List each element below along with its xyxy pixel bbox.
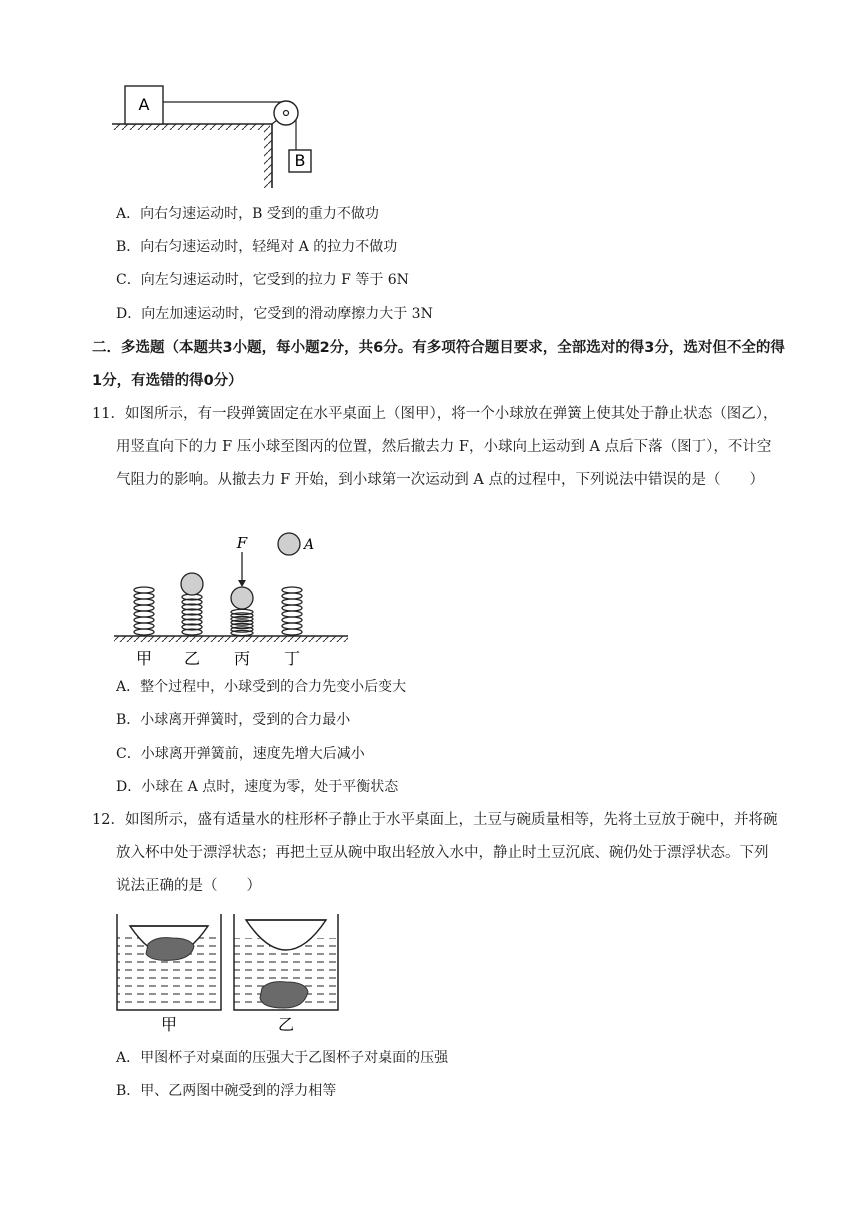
question-12-text — [92, 804, 782, 903]
potato-yi — [260, 982, 308, 1008]
label-bing: 丙 — [233, 649, 251, 668]
block-b-label: B — [294, 151, 306, 170]
label-bowl-yi: 乙 — [277, 1015, 295, 1034]
q11-option-c: C．小球离开弹簧前，速度先增大后减小 — [116, 746, 365, 762]
cup-yi — [234, 914, 338, 1010]
q10-option-b: B．向右匀速运动时，轻绳对 A 的拉力不做功 — [116, 239, 398, 255]
block-a-label: A — [138, 95, 150, 114]
label-ding: 丁 — [283, 649, 301, 668]
spring-jia — [134, 587, 154, 635]
spring-yi — [182, 594, 202, 635]
q11-option-b: B．小球离开弹簧时，受到的合力最小 — [116, 712, 351, 728]
force-label: F — [236, 534, 248, 552]
ball-yi — [181, 573, 203, 595]
q11-option-a: A．整个过程中，小球受到的合力先变小后变大 — [116, 679, 407, 695]
q10-option-d: D．向左加速运动时，它受到的滑动摩擦力大于 3N — [116, 306, 433, 322]
bowl-figure — [112, 910, 352, 1034]
question-11-body: 11．如图所示，有一段弹簧固定在水平桌面上（图甲），将一个小球放在弹簧上使其处于静止状态（图乙），用竖直向下的力 F 压小球至图丙的位置，然后撤去力 F，小球向上运动到 A 点后下落（图丁），不计空气阻力的影响。从撤去力 F 开始，到小球第一次运动到 A 点的过程中，下列说法中错误的是（ ） — [92, 406, 778, 488]
spring-bing — [231, 609, 253, 635]
spring-ding — [282, 587, 302, 635]
label-yi: 乙 — [183, 649, 201, 668]
label-bowl-jia: 甲 — [160, 1015, 178, 1034]
q10-option-c: C．向左匀速运动时，它受到的拉力 F 等于 6N — [116, 272, 409, 288]
label-jia: 甲 — [135, 649, 153, 668]
section-heading-multiple-choice: 二．多选题（本题共3小题，每小题2分，共6分。有多项符合题目要求，全部选对的得3分，选对但不全的得1分，有选错的得0分） — [92, 340, 785, 389]
q12-option-b: B．甲、乙两图中碗受到的浮力相等 — [116, 1083, 337, 1099]
pulley-figure — [100, 80, 330, 192]
ball-at-a — [278, 533, 300, 555]
question-11-text — [92, 398, 782, 497]
cup-jia — [117, 914, 221, 1010]
q10-option-a: A．向右匀速运动时，B 受到的重力不做功 — [116, 206, 379, 222]
question-12-body: 12．如图所示，盛有适量水的柱形杯子静止于水平桌面上，土豆与碗质量相等，先将土豆放于碗中，并将碗放入杯中处于漂浮状态；再把土豆从碗中取出轻放入水中，静止时土豆沉底、碗仍处于漂浮状态。下列说法正确的是（ ） — [92, 812, 778, 894]
spring-figure — [108, 528, 358, 670]
ball-bing — [231, 587, 253, 609]
q12-option-a: A．甲图杯子对桌面的压强大于乙图杯子对桌面的压强 — [116, 1050, 449, 1066]
point-a-label: A — [304, 537, 315, 553]
q11-option-d: D．小球在 A 点时，速度为零，处于平衡状态 — [116, 779, 399, 795]
